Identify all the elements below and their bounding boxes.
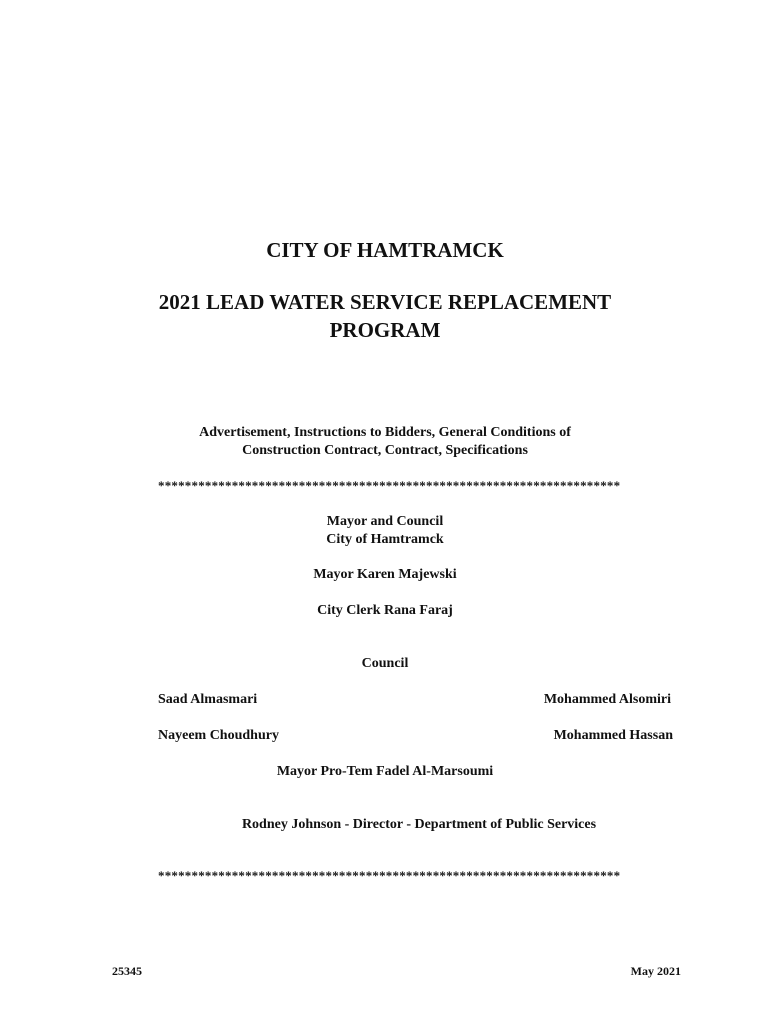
director-line: Rodney Johnson - Director - Department of Public Services (241, 817, 597, 832)
council-member-right-1: Mohammed Alsomiri (543, 692, 671, 707)
mayor-council-line-2: City of Hamtramck (326, 532, 444, 547)
city-title: CITY OF HAMTRAMCK (266, 238, 504, 262)
subtitle-line-2: Construction Contract, Contract, Specifications (242, 443, 528, 458)
mayor-pro-tem-name: Mayor Pro-Tem Fadel Al-Marsoumi (276, 764, 494, 779)
program-title-line-2: PROGRAM (329, 318, 441, 342)
council-member-left-1: Saad Almasmari (158, 692, 258, 707)
council-heading: Council (361, 656, 409, 671)
mayor-name: Mayor Karen Majewski (313, 567, 457, 582)
separator-top: ********************************************************************* (158, 478, 621, 493)
separator-bottom: ********************************************************************* (158, 868, 621, 883)
council-member-left-2: Nayeem Choudhury (158, 728, 279, 743)
document-date: May 2021 (630, 964, 681, 978)
council-member-right-2: Mohammed Hassan (553, 728, 673, 743)
program-title-line-1: 2021 LEAD WATER SERVICE REPLACEMENT (158, 290, 612, 314)
city-clerk-name: City Clerk Rana Faraj (317, 603, 453, 618)
mayor-council-line-1: Mayor and Council (326, 514, 444, 529)
document-number: 25345 (112, 964, 142, 978)
subtitle-line-1: Advertisement, Instructions to Bidders, General Conditions of (199, 425, 571, 440)
